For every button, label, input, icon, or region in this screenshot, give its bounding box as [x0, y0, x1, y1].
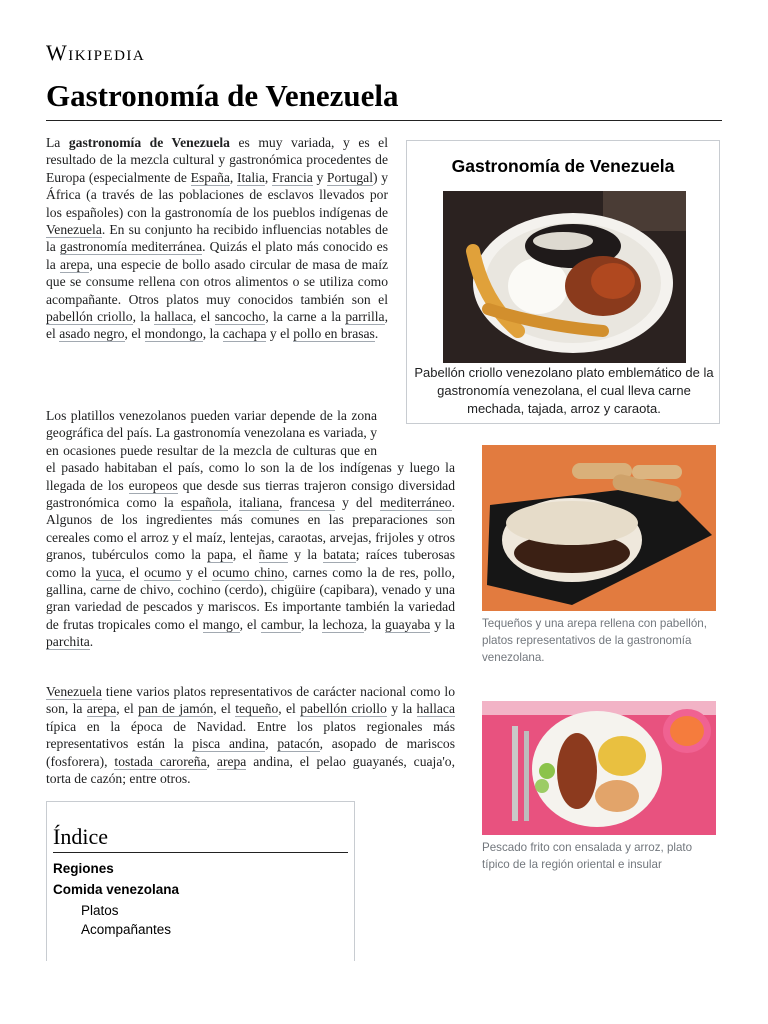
wiki-link[interactable]: Venezuela	[46, 222, 102, 238]
wiki-link[interactable]: tajada	[527, 401, 564, 416]
wiki-link[interactable]: caraota	[613, 401, 658, 416]
table-of-contents	[46, 801, 355, 961]
figure-tequenos	[482, 445, 716, 666]
wiki-link[interactable]: francesa	[289, 495, 335, 511]
wiki-link[interactable]: italiana	[238, 495, 279, 511]
wiki-link[interactable]: España	[190, 169, 230, 185]
wiki-link[interactable]: guayaba	[385, 616, 431, 632]
wiki-link[interactable]: Portugal	[326, 169, 373, 185]
wiki-link[interactable]: batata	[323, 547, 356, 563]
wiki-link[interactable]: mediterráneo	[379, 495, 452, 511]
wiki-link[interactable]: tostada caroreña	[114, 753, 207, 769]
wiki-link[interactable]: Francia	[272, 169, 313, 185]
wiki-link[interactable]: papa	[207, 547, 233, 563]
wiki-link[interactable]: parrilla	[345, 309, 385, 325]
wiki-link[interactable]: Venezuela	[46, 684, 102, 699]
wiki-link[interactable]: pabellón criollo	[46, 309, 133, 325]
wiki-link[interactable]: Pabellón criollo venezolano	[414, 365, 573, 380]
wiki-link[interactable]: pisca andina	[192, 736, 266, 752]
wiki-link[interactable]: sancocho	[214, 309, 266, 325]
wiki-link[interactable]: Italia	[236, 169, 265, 185]
article-paragraph-1: La gastronomía de Venezuela es muy variada, y es el resultado de la mezcla cultural y gastronómica procedentes de Europa (especialmente de España, Italia, Francia y Portugal) y África (a través de las poblaciones de esclavos llevados por los españoles) con la gastronomía de los pueblos indígenas de Venezuela. En su conjunto ha recibido influencias notables de la gastronomía mediterránea. Quizás el plato más conocido es la arepa, una especie de bollo asado circular de masa de maíz que se consume rellena con otros alimentos o se utiliza como acompañante. Otros platos muy conocidos también son el pabellón criollo, la hallaca, el sancocho, la carne a la parrilla, el asado negro, el mondongo, la cachapa y el pollo en brasas.	[46, 135, 389, 342]
wiki-link[interactable]: mondongo	[144, 326, 203, 342]
wiki-link[interactable]: lechoza	[322, 616, 364, 632]
figure-caption: Pescado frito con ensalada y arroz, plato típico de la región oriental e insular	[482, 841, 693, 871]
article-paragraph-2: Los platillos venezolanos pueden variar depende de la zona geográfica del país. La gastronomía venezolana es variada, y en ocasiones puede resultar de la mezcla de culturas que en el pasado habitaban el país, como lo son la de los indígenas y luego la llegada de los europeos que desde sus tierras trajeron consigo diversidad gastronómica como la española, italiana, francesa y del mediterráneo. Algunos de los ingredientes más comunes en las preparaciones son cereales como el arroz y el maíz, lentejas, caraotas, arvejas, frijoles y otros granos, tubérculos como la papa, el ñame y la batata; raíces tuberosas como la yuca, el ocumo y el ocumo chino, carnes como la de res, pollo, gallina, carne de chivo, cochino (cerdo), chigüire (capibara), venado y una gran variedad de pescados y mariscos. Es importante también la variedad de frutas tropicales como el mango, el cambur, la lechoza, la guayaba y la parchita.	[46, 408, 456, 650]
wiki-link[interactable]: cachapa	[222, 326, 267, 342]
wiki-link[interactable]: arepa	[60, 256, 90, 272]
wiki-link[interactable]: mango	[202, 616, 240, 632]
tequenos-arepa-image[interactable]	[482, 445, 716, 611]
wiki-link[interactable]: arepa	[86, 701, 117, 717]
infobox-caption: Pabellón criollo venezolano plato emblemático de la gastronomía venezolana, el cual lleva carne mechada, tajada, arroz y caraota.	[414, 365, 714, 416]
wiki-link[interactable]: arroz	[570, 401, 601, 416]
wiki-link[interactable]: hallaca	[416, 701, 456, 717]
page-title: Gastronomía de Venezuela	[46, 76, 722, 121]
wiki-link[interactable]: española	[180, 495, 229, 511]
wiki-link[interactable]: gastronomía mediterránea	[59, 239, 203, 255]
toc-item-platos[interactable]: Platos	[81, 903, 119, 918]
wiki-link[interactable]: pabellón criollo	[300, 701, 387, 717]
wiki-link[interactable]: ñame	[258, 547, 288, 563]
toc-item-acompanantes[interactable]: Acompañantes	[81, 922, 172, 937]
wiki-link[interactable]: patacón	[277, 736, 320, 752]
pabellon-criollo-image[interactable]	[443, 191, 686, 363]
wiki-link[interactable]: carne mechada	[467, 383, 691, 416]
wiki-link[interactable]: ocumo	[144, 564, 182, 580]
article-paragraph-3: Venezuela tiene varios platos representativos de carácter nacional como lo son, la arepa, el pan de jamón, el tequeño, el pabellón criollo y la hallaca típica en la época de Navidad. Entre los platos regionales más representativos están la pisca andina, patacón, asopado de mariscos (fosforera), tostada caroreña, arepa andina, el pelao guayanés, cuaja'o, torta de cazón; entre otros.	[46, 684, 456, 787]
wiki-link[interactable]: tequeño	[235, 701, 279, 717]
wiki-link[interactable]: parchita	[46, 634, 90, 650]
pescado-frito-image[interactable]	[482, 701, 716, 835]
wiki-link[interactable]: pollo en brasas	[293, 326, 375, 342]
toc-heading: Índice	[53, 824, 348, 853]
infobox	[406, 140, 720, 424]
bold-term: gastronomía de Venezuela	[68, 135, 230, 150]
wiki-link[interactable]: yuca	[95, 564, 122, 580]
wikipedia-wordmark[interactable]: Wikipedia	[46, 40, 146, 65]
toc-item-regiones[interactable]: Regiones	[53, 861, 114, 876]
wiki-link[interactable]: europeos	[128, 477, 178, 493]
figure-caption: Tequeños y una arepa rellena con pabellón, platos representativos de la gastronomía venezolana.	[482, 617, 707, 664]
wiki-link[interactable]: cambur	[260, 616, 302, 632]
wiki-link[interactable]: asado negro	[59, 326, 125, 342]
wiki-link[interactable]: ocumo chino	[212, 564, 285, 580]
infobox-title: Gastronomía de Venezuela	[451, 156, 675, 176]
wiki-link[interactable]: pan de jamón	[138, 701, 214, 717]
toc-item-comida-venezolana[interactable]: Comida venezolana	[53, 882, 180, 897]
figure-pescado	[482, 701, 716, 873]
wiki-link[interactable]: arepa	[216, 753, 247, 769]
wiki-link[interactable]: hallaca	[154, 309, 193, 325]
